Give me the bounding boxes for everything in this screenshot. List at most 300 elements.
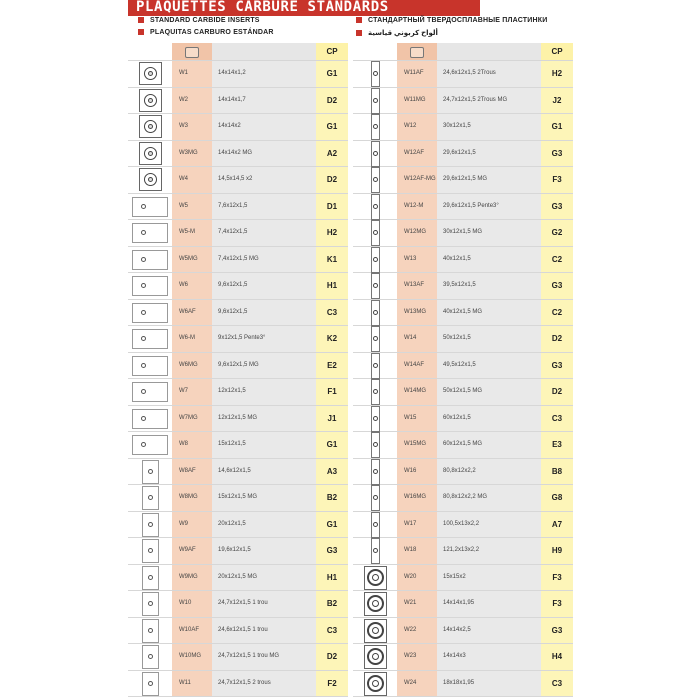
left-insert-table: [128, 43, 348, 697]
insert-code: W12MG: [397, 220, 437, 246]
insert-code: W4: [172, 167, 212, 193]
insert-dimensions: 14x14x2 MG: [212, 141, 316, 167]
insert-code: W8MG: [172, 485, 212, 511]
insert-drawing-icon: [371, 167, 380, 193]
insert-cp: J1: [316, 406, 348, 432]
insert-cp: D2: [316, 644, 348, 670]
bullet-icon: [138, 29, 144, 35]
insert-code: W12-M: [397, 194, 437, 220]
insert-dimensions: 9,6x12x1,5: [212, 300, 316, 326]
insert-dimensions: 29,6x12x1,5 MG: [437, 167, 541, 193]
insert-drawing-cell: [128, 406, 172, 432]
insert-drawing-icon: [371, 406, 380, 432]
insert-dimensions: 60x12x1,5: [437, 406, 541, 432]
table-row: [128, 644, 348, 671]
insert-drawing-icon: [142, 645, 159, 669]
table-row: [353, 432, 573, 459]
insert-code: W8: [172, 432, 212, 458]
insert-code: W6: [172, 273, 212, 299]
insert-cp: G3: [541, 273, 573, 299]
table-row: [353, 194, 573, 221]
insert-code: W11MG: [397, 88, 437, 114]
insert-cp: H2: [316, 220, 348, 246]
insert-cp: E3: [541, 432, 573, 458]
subtitle-en: STANDARD CARBIDE INSERTS: [138, 17, 260, 24]
insert-dimensions: 24,7x12x1,5 2Trous MG: [437, 88, 541, 114]
insert-dimensions: 80,8x12x2,2 MG: [437, 485, 541, 511]
insert-dimensions: 14x14x3: [437, 644, 541, 670]
insert-drawing-cell: [353, 406, 397, 432]
insert-code: W21: [397, 591, 437, 617]
insert-drawing-cell: [353, 247, 397, 273]
insert-drawing-cell: [128, 167, 172, 193]
insert-code: W16: [397, 459, 437, 485]
insert-drawing-icon: [371, 194, 380, 220]
insert-cp: G3: [541, 353, 573, 379]
camera-icon: [185, 47, 199, 58]
table-header: [353, 43, 573, 61]
insert-drawing-icon: [139, 168, 162, 191]
insert-code: W5MG: [172, 247, 212, 273]
table-row: [353, 167, 573, 194]
insert-dimensions: 9,6x12x1,5 MG: [212, 353, 316, 379]
insert-drawing-cell: [353, 300, 397, 326]
insert-cp: A2: [316, 141, 348, 167]
insert-drawing-cell: [128, 432, 172, 458]
cp-header: CP: [316, 43, 348, 60]
insert-drawing-icon: [139, 115, 162, 138]
insert-drawing-icon: [142, 460, 159, 484]
table-row: [353, 353, 573, 380]
insert-code: W14MG: [397, 379, 437, 405]
bullet-icon: [356, 17, 362, 23]
table-row: [353, 485, 573, 512]
page-header: [0, 0, 700, 44]
insert-cp: F3: [541, 167, 573, 193]
insert-drawing-icon: [142, 539, 159, 563]
insert-drawing-cell: [128, 194, 172, 220]
insert-drawing-icon: [139, 62, 162, 85]
insert-cp: G1: [316, 114, 348, 140]
insert-dimensions: 7,4x12x1,5 MG: [212, 247, 316, 273]
insert-code: W1: [172, 61, 212, 87]
insert-drawing-cell: [353, 194, 397, 220]
table-row: [128, 618, 348, 645]
insert-drawing-cell: [353, 432, 397, 458]
table-row: [353, 379, 573, 406]
insert-dimensions: 29,6x12x1,5: [437, 141, 541, 167]
insert-drawing-icon: [371, 220, 380, 246]
insert-cp: C3: [541, 406, 573, 432]
insert-dimensions: 14x14x1,2: [212, 61, 316, 87]
insert-code: W7: [172, 379, 212, 405]
insert-dimensions: 12x12x1,5 MG: [212, 406, 316, 432]
subtitle-ar: ألواح كربوني قياسية: [356, 29, 438, 37]
insert-cp: D1: [316, 194, 348, 220]
table-row: [128, 114, 348, 141]
table-header: [128, 43, 348, 61]
insert-drawing-cell: [353, 141, 397, 167]
insert-cp: B2: [316, 485, 348, 511]
bullet-icon: [138, 17, 144, 23]
insert-drawing-icon: [364, 672, 387, 696]
table-row: [353, 406, 573, 433]
insert-cp: J2: [541, 88, 573, 114]
insert-drawing-cell: [128, 247, 172, 273]
insert-drawing-icon: [132, 409, 168, 429]
insert-dimensions: 15x12x1,5: [212, 432, 316, 458]
insert-drawing-icon: [132, 250, 168, 270]
insert-cp: C3: [541, 671, 573, 697]
insert-code: W3: [172, 114, 212, 140]
title-bar: [128, 0, 480, 16]
insert-cp: G1: [316, 432, 348, 458]
insert-code: W22: [397, 618, 437, 644]
table-row: [353, 512, 573, 539]
insert-dimensions: 40x12x1,5 MG: [437, 300, 541, 326]
insert-drawing-icon: [132, 356, 168, 376]
insert-cp: C2: [541, 300, 573, 326]
insert-code: W13AF: [397, 273, 437, 299]
insert-code: W14AF: [397, 353, 437, 379]
insert-code: W23: [397, 644, 437, 670]
table-row: [128, 432, 348, 459]
insert-dimensions: 24,7x12x1,5 2 trous: [212, 671, 316, 697]
insert-dimensions: 20x12x1,5 MG: [212, 565, 316, 591]
insert-dimensions: 7,6x12x1,5: [212, 194, 316, 220]
insert-dimensions: 24,7x12x1,5 1 trou MG: [212, 644, 316, 670]
insert-drawing-cell: [128, 591, 172, 617]
insert-code: W2: [172, 88, 212, 114]
table-row: [128, 300, 348, 327]
insert-drawing-cell: [128, 512, 172, 538]
insert-dimensions: 80,8x12x2,2: [437, 459, 541, 485]
insert-drawing-cell: [353, 114, 397, 140]
insert-drawing-cell: [353, 565, 397, 591]
insert-cp: D2: [316, 167, 348, 193]
insert-cp: C2: [541, 247, 573, 273]
insert-drawing-icon: [132, 329, 168, 349]
table-row: [353, 538, 573, 565]
insert-drawing-icon: [132, 223, 168, 243]
insert-drawing-cell: [128, 114, 172, 140]
insert-drawing-icon: [371, 459, 380, 485]
insert-drawing-cell: [128, 61, 172, 87]
insert-drawing-icon: [364, 566, 387, 590]
insert-cp: G3: [541, 141, 573, 167]
insert-cp: G1: [541, 114, 573, 140]
insert-code: W18: [397, 538, 437, 564]
insert-drawing-cell: [128, 485, 172, 511]
insert-drawing-cell: [128, 618, 172, 644]
table-row: [353, 591, 573, 618]
table-row: [353, 273, 573, 300]
insert-code: W17: [397, 512, 437, 538]
insert-drawing-cell: [128, 538, 172, 564]
insert-code: W3MG: [172, 141, 212, 167]
insert-cp: G1: [316, 61, 348, 87]
table-row: [128, 671, 348, 698]
insert-drawing-cell: [353, 88, 397, 114]
subtitle-ru: СТАНДАРТНЫЙ ТВЕРДОСПЛАВНЫЕ ПЛАСТИНКИ: [356, 17, 547, 24]
insert-drawing-cell: [128, 644, 172, 670]
insert-code: W9: [172, 512, 212, 538]
insert-drawing-icon: [132, 435, 168, 455]
insert-drawing-cell: [128, 671, 172, 697]
insert-drawing-icon: [371, 247, 380, 273]
insert-code: W5: [172, 194, 212, 220]
insert-code: W10AF: [172, 618, 212, 644]
insert-drawing-icon: [132, 382, 168, 402]
insert-dimensions: 39,5x12x1,5: [437, 273, 541, 299]
insert-dimensions: 7,4x12x1,5: [212, 220, 316, 246]
insert-drawing-icon: [142, 592, 159, 616]
insert-cp: K2: [316, 326, 348, 352]
insert-dimensions: 18x18x1,95: [437, 671, 541, 697]
table-row: [128, 565, 348, 592]
insert-drawing-icon: [371, 353, 380, 379]
table-row: [128, 88, 348, 115]
insert-drawing-icon: [371, 538, 380, 564]
insert-drawing-icon: [364, 619, 387, 643]
cp-header: CP: [541, 43, 573, 60]
insert-code: W9MG: [172, 565, 212, 591]
insert-code: W10: [172, 591, 212, 617]
insert-drawing-icon: [371, 432, 380, 458]
insert-cp: G3: [541, 194, 573, 220]
bullet-icon: [356, 30, 362, 36]
table-row: [128, 220, 348, 247]
insert-cp: D2: [316, 88, 348, 114]
insert-dimensions: 40x12x1,5: [437, 247, 541, 273]
insert-cp: H1: [316, 565, 348, 591]
insert-drawing-icon: [142, 513, 159, 537]
table-row: [128, 167, 348, 194]
insert-drawing-cell: [128, 459, 172, 485]
insert-dimensions: 49,5x12x1,5: [437, 353, 541, 379]
insert-cp: F3: [541, 591, 573, 617]
camera-icon: [410, 47, 424, 58]
table-row: [128, 459, 348, 486]
insert-drawing-icon: [371, 141, 380, 167]
table-row: [128, 353, 348, 380]
insert-code: W12AF: [397, 141, 437, 167]
insert-cp: A7: [541, 512, 573, 538]
insert-drawing-cell: [353, 273, 397, 299]
insert-drawing-icon: [371, 114, 380, 140]
insert-drawing-cell: [353, 512, 397, 538]
table-row: [353, 459, 573, 486]
insert-cp: H1: [316, 273, 348, 299]
table-row: [353, 247, 573, 274]
insert-drawing-cell: [128, 141, 172, 167]
insert-drawing-icon: [371, 300, 380, 326]
insert-cp: B2: [316, 591, 348, 617]
insert-cp: D2: [541, 326, 573, 352]
insert-drawing-cell: [128, 326, 172, 352]
insert-drawing-cell: [128, 565, 172, 591]
insert-dimensions: 121,2x13x2,2: [437, 538, 541, 564]
insert-dimensions: 20x12x1,5: [212, 512, 316, 538]
insert-drawing-cell: [353, 591, 397, 617]
insert-code: W15: [397, 406, 437, 432]
insert-dimensions: 24,6x12x1,5 2Trous: [437, 61, 541, 87]
insert-drawing-cell: [128, 379, 172, 405]
table-row: [128, 326, 348, 353]
table-row: [353, 141, 573, 168]
insert-cp: H4: [541, 644, 573, 670]
table-row: [128, 273, 348, 300]
table-row: [353, 220, 573, 247]
table-row: [128, 379, 348, 406]
table-row: [128, 61, 348, 88]
insert-dimensions: 100,5x13x2,2: [437, 512, 541, 538]
insert-code: W8AF: [172, 459, 212, 485]
insert-cp: G2: [541, 220, 573, 246]
insert-cp: K1: [316, 247, 348, 273]
insert-code: W5-M: [172, 220, 212, 246]
insert-dimensions: 9x12x1,5 Pente3°: [212, 326, 316, 352]
insert-cp: G3: [316, 538, 348, 564]
insert-dimensions: 15x15x2: [437, 565, 541, 591]
insert-cp: B8: [541, 459, 573, 485]
table-row: [353, 565, 573, 592]
subtitle-es: PLAQUITAS CARBURO ESTÁNDAR: [138, 29, 274, 36]
table-row: [128, 591, 348, 618]
insert-drawing-cell: [353, 326, 397, 352]
insert-dimensions: 14x14x2: [212, 114, 316, 140]
insert-cp: D2: [541, 379, 573, 405]
insert-drawing-cell: [353, 379, 397, 405]
insert-code: W11AF: [397, 61, 437, 87]
insert-drawing-icon: [371, 88, 380, 114]
insert-drawing-cell: [353, 538, 397, 564]
insert-cp: A3: [316, 459, 348, 485]
table-row: [128, 512, 348, 539]
insert-dimensions: 60x12x1,5 MG: [437, 432, 541, 458]
table-row: [128, 538, 348, 565]
insert-code: W15MG: [397, 432, 437, 458]
table-row: [128, 247, 348, 274]
insert-cp: H2: [541, 61, 573, 87]
insert-drawing-cell: [353, 353, 397, 379]
insert-drawing-icon: [142, 486, 159, 510]
table-row: [353, 618, 573, 645]
table-row: [128, 141, 348, 168]
insert-code: W20: [397, 565, 437, 591]
insert-dimensions: 15x12x1,5 MG: [212, 485, 316, 511]
insert-dimensions: 12x12x1,5: [212, 379, 316, 405]
insert-dimensions: 30x12x1,5: [437, 114, 541, 140]
insert-dimensions: 24,7x12x1,5 1 trou: [212, 591, 316, 617]
insert-dimensions: 29,6x12x1,5 Pente3°: [437, 194, 541, 220]
table-row: [128, 194, 348, 221]
table-row: [128, 485, 348, 512]
insert-code: W6MG: [172, 353, 212, 379]
insert-dimensions: 14,6x12x1,5: [212, 459, 316, 485]
insert-code: W24: [397, 671, 437, 697]
insert-drawing-icon: [364, 592, 387, 616]
insert-drawing-icon: [142, 566, 159, 590]
table-row: [353, 88, 573, 115]
insert-drawing-icon: [142, 619, 159, 643]
insert-drawing-icon: [142, 672, 159, 696]
insert-dimensions: 14x14x1,95: [437, 591, 541, 617]
table-row: [353, 114, 573, 141]
insert-dimensions: 50x12x1,5 MG: [437, 379, 541, 405]
insert-code: W6-M: [172, 326, 212, 352]
table-row: [353, 61, 573, 88]
insert-code: W9AF: [172, 538, 212, 564]
insert-drawing-cell: [128, 273, 172, 299]
insert-drawing-cell: [353, 220, 397, 246]
insert-cp: F2: [316, 671, 348, 697]
insert-code: W11: [172, 671, 212, 697]
insert-code: W7MG: [172, 406, 212, 432]
insert-cp: C3: [316, 618, 348, 644]
page-title: PLAQUETTES CARBURE STANDARDS: [136, 0, 389, 15]
insert-dimensions: 50x12x1,5: [437, 326, 541, 352]
insert-drawing-icon: [371, 485, 380, 511]
insert-dimensions: 30x12x1,5 MG: [437, 220, 541, 246]
insert-drawing-cell: [353, 671, 397, 697]
insert-cp: G3: [541, 618, 573, 644]
insert-dimensions: 14x14x1,7: [212, 88, 316, 114]
insert-drawing-icon: [132, 303, 168, 323]
insert-dimensions: 14x14x2,5: [437, 618, 541, 644]
insert-drawing-icon: [371, 379, 380, 405]
insert-drawing-cell: [353, 459, 397, 485]
insert-dimensions: 24,6x12x1,5 1 trou: [212, 618, 316, 644]
insert-code: W6AF: [172, 300, 212, 326]
table-row: [353, 326, 573, 353]
insert-drawing-cell: [128, 220, 172, 246]
insert-cp: F1: [316, 379, 348, 405]
insert-dimensions: 19,6x12x1,5: [212, 538, 316, 564]
insert-drawing-icon: [371, 61, 380, 87]
insert-code: W13MG: [397, 300, 437, 326]
insert-dimensions: 14,5x14,5 x2: [212, 167, 316, 193]
insert-drawing-cell: [128, 300, 172, 326]
insert-drawing-cell: [353, 485, 397, 511]
table-row: [353, 644, 573, 671]
insert-drawing-cell: [353, 167, 397, 193]
insert-drawing-icon: [139, 142, 162, 165]
insert-drawing-icon: [371, 326, 380, 352]
insert-cp: F3: [541, 565, 573, 591]
insert-code: W12AF-MG: [397, 167, 437, 193]
table-row: [128, 406, 348, 433]
insert-cp: E2: [316, 353, 348, 379]
insert-code: W14: [397, 326, 437, 352]
insert-drawing-icon: [371, 512, 380, 538]
insert-code: W12: [397, 114, 437, 140]
insert-drawing-cell: [353, 61, 397, 87]
table-row: [353, 671, 573, 698]
insert-code: W10MG: [172, 644, 212, 670]
insert-cp: G8: [541, 485, 573, 511]
insert-code: W16MG: [397, 485, 437, 511]
insert-cp: C3: [316, 300, 348, 326]
insert-cp: G1: [316, 512, 348, 538]
insert-drawing-cell: [353, 644, 397, 670]
insert-drawing-icon: [364, 645, 387, 669]
insert-drawing-icon: [132, 276, 168, 296]
insert-drawing-icon: [371, 273, 380, 299]
table-row: [353, 300, 573, 327]
insert-drawing-icon: [132, 197, 168, 217]
insert-dimensions: 9,6x12x1,5: [212, 273, 316, 299]
